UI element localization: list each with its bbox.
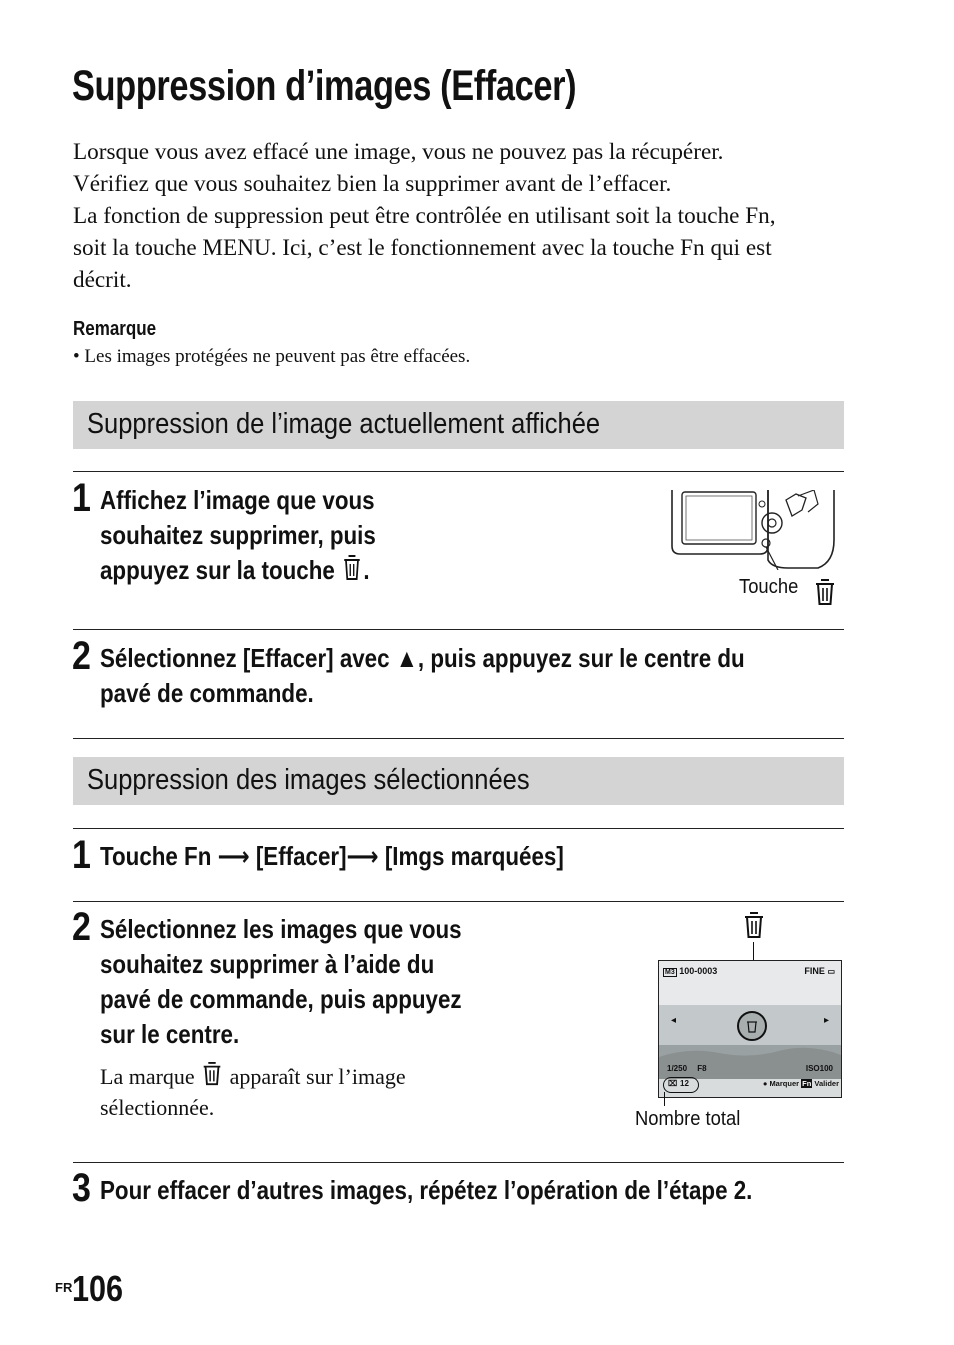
page-title: Suppression d’images (Effacer) bbox=[72, 62, 577, 110]
section-heading-text: Suppression des images sélectionnées bbox=[87, 764, 530, 796]
section-heading-selected-images bbox=[73, 757, 844, 805]
figure-label-touche: Touche bbox=[739, 576, 799, 598]
step-line: sur le centre. bbox=[100, 1019, 240, 1049]
note-text: sélectionnée. bbox=[100, 1095, 215, 1120]
remark-heading: Remarque bbox=[73, 318, 157, 340]
section-heading-text: Suppression de l’image actuellement affichée bbox=[87, 408, 601, 440]
note-text: apparaît sur l’image bbox=[229, 1064, 406, 1089]
step-number: 3 bbox=[72, 1166, 91, 1210]
intro-line: Vérifiez que vous souhaitez bien la supprimer avant de l’effacer. bbox=[73, 171, 672, 197]
trash-icon bbox=[741, 910, 767, 940]
step-line-with-icon bbox=[100, 553, 376, 588]
step-line: Sélectionnez les images que vous bbox=[100, 914, 462, 944]
divider bbox=[73, 738, 844, 739]
remark-text: • Les images protégées ne peuvent pas être effacées. bbox=[73, 346, 471, 367]
divider bbox=[73, 471, 844, 472]
step-line: Affichez l’image que vous bbox=[100, 485, 375, 515]
camera-back-illustration bbox=[668, 490, 836, 570]
shutter-speed: 1/250 bbox=[667, 1064, 688, 1073]
step-1-text: Touche Fn ⟶ [Effacer]⟶ [Imgs marquées] bbox=[100, 841, 564, 871]
divider bbox=[73, 901, 844, 902]
step-line: souhaitez supprimer à l’aide du bbox=[100, 949, 435, 979]
step-3-text: Pour effacer d’autres images, répétez l’opération de l’étape 2. bbox=[100, 1175, 753, 1205]
intro-line: La fonction de suppression peut être contrôlée en utilisant soit la touche Fn, bbox=[73, 203, 776, 229]
intro-line: soit la touche MENU. Ici, c’est le fonctionnement avec la touche Fn qui est bbox=[73, 235, 772, 261]
step-number: 1 bbox=[72, 833, 91, 877]
intro-line: décrit. bbox=[73, 267, 132, 293]
step-2-text bbox=[100, 641, 745, 711]
language-code: FR bbox=[55, 1280, 73, 1295]
step-number: 1 bbox=[72, 476, 91, 520]
step-number: 2 bbox=[72, 905, 91, 949]
divider bbox=[73, 1162, 844, 1163]
callout-line bbox=[664, 1092, 665, 1106]
left-arrow-icon: ◂ bbox=[671, 1015, 677, 1026]
page-number: 106 bbox=[72, 1268, 124, 1309]
marked-trash-icon bbox=[737, 1011, 767, 1041]
step-line: souhaitez supprimer, puis bbox=[100, 520, 376, 550]
step-1-text bbox=[100, 483, 376, 588]
total-count-box: ⌧ 12 bbox=[663, 1077, 699, 1093]
validate-label: Valider bbox=[814, 1079, 839, 1088]
step-line: pavé de commande. bbox=[100, 678, 314, 708]
trash-icon bbox=[812, 577, 838, 607]
intro-line: Lorsque vous avez effacé une image, vous ne pouvez pas la récupérer. bbox=[73, 139, 724, 165]
aperture: F8 bbox=[697, 1064, 707, 1073]
intro-paragraph bbox=[73, 136, 873, 296]
note-text: La marque bbox=[100, 1064, 195, 1089]
step-line: Sélectionnez [Effacer] avec ▲, puis appuyez sur le centre du bbox=[100, 643, 745, 673]
camera-screen: M3 100-0003 FINE ▭ ◂ ▸ 1/250 F8 ISO100 ⌧ 12 ● Marquer Fn Valider bbox=[658, 960, 842, 1098]
step-line: appuyez sur la touche bbox=[100, 555, 335, 585]
file-number: 100-0003 bbox=[679, 966, 718, 976]
divider bbox=[73, 828, 844, 829]
step-2-note bbox=[100, 1061, 406, 1123]
mark-label: Marquer bbox=[769, 1079, 800, 1088]
trash-icon bbox=[341, 554, 363, 582]
total-count: 12 bbox=[680, 1079, 689, 1088]
divider bbox=[73, 629, 844, 630]
figure-label-total: Nombre total bbox=[635, 1108, 741, 1130]
step-2-text bbox=[100, 912, 462, 1052]
step-line-end: . bbox=[363, 555, 370, 585]
trash-icon bbox=[200, 1061, 224, 1087]
section-heading-current-image bbox=[73, 401, 844, 449]
step-number: 2 bbox=[72, 634, 91, 678]
right-arrow-icon: ▸ bbox=[823, 1015, 829, 1026]
step-line: pavé de commande, puis appuyez bbox=[100, 984, 462, 1014]
quality-label: FINE bbox=[804, 966, 825, 976]
iso-value: ISO100 bbox=[805, 1064, 833, 1073]
